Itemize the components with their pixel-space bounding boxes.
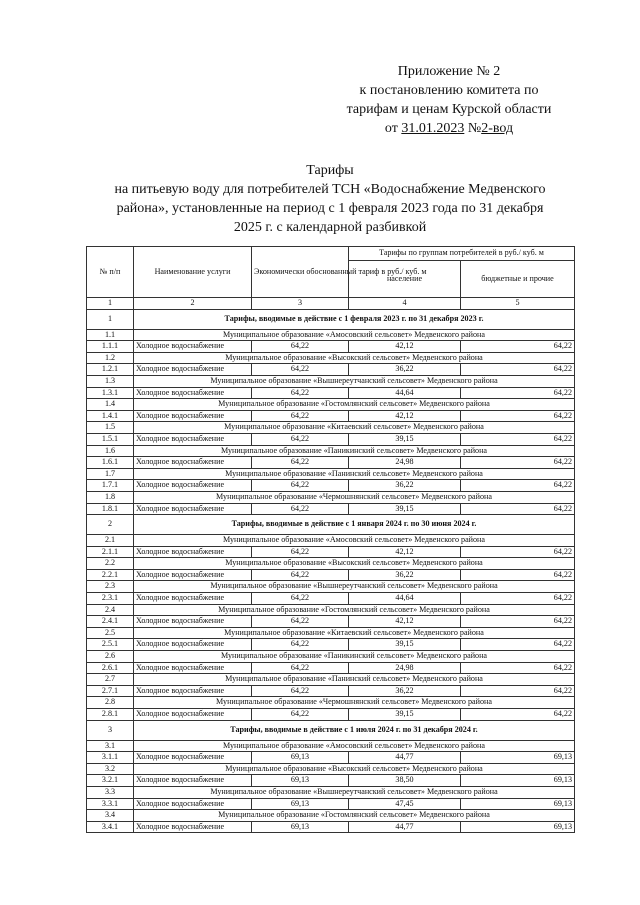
municipality-number: 2.4 — [87, 604, 134, 616]
municipality-name: Муниципальное образование «Гостомлянский сельсовет» Медвенского района — [134, 604, 575, 616]
service-row — [87, 410, 575, 422]
service-row — [87, 821, 575, 833]
municipality-row — [87, 581, 575, 593]
municipality-name: Муниципальное образование «Вышнереутчанский сельсовет» Медвенского района — [134, 375, 575, 387]
service-name: Холодное водоснабжение — [134, 662, 252, 674]
population-tariff: 24,98 — [349, 662, 461, 674]
budget-tariff: 64,22 — [461, 457, 575, 469]
municipality-row — [87, 763, 575, 775]
appendix-header — [334, 62, 564, 138]
service-row — [87, 662, 575, 674]
service-number: 1.3.1 — [87, 387, 134, 399]
service-name: Холодное водоснабжение — [134, 457, 252, 469]
table-header-row — [87, 247, 575, 261]
period-number: 1 — [87, 309, 134, 329]
economic-tariff: 64,22 — [252, 503, 349, 515]
municipality-name: Муниципальное образование «Панинский сельсовет» Медвенского района — [134, 468, 575, 480]
service-number: 2.5.1 — [87, 639, 134, 651]
service-name: Холодное водоснабжение — [134, 821, 252, 833]
service-number: 2.4.1 — [87, 616, 134, 628]
economic-tariff: 64,22 — [252, 433, 349, 445]
column-index: 5 — [461, 298, 575, 310]
service-name: Холодное водоснабжение — [134, 410, 252, 422]
service-number: 2.2.1 — [87, 569, 134, 581]
budget-tariff: 64,22 — [461, 593, 575, 605]
population-tariff: 44,77 — [349, 752, 461, 764]
budget-tariff: 64,22 — [461, 685, 575, 697]
municipality-name: Муниципальное образование «Китаевский сельсовет» Медвенского района — [134, 422, 575, 434]
budget-tariff: 64,22 — [461, 387, 575, 399]
period-number: 2 — [87, 515, 134, 535]
population-tariff: 44,77 — [349, 821, 461, 833]
service-number: 1.6.1 — [87, 457, 134, 469]
economic-tariff: 64,22 — [252, 341, 349, 353]
economic-tariff: 64,22 — [252, 593, 349, 605]
appendix-number: Приложение № 2 — [397, 64, 501, 79]
service-name: Холодное водоснабжение — [134, 341, 252, 353]
service-name: Холодное водоснабжение — [134, 639, 252, 651]
population-tariff: 44,64 — [349, 593, 461, 605]
appendix-line-2: к постановлению комитета по — [359, 83, 539, 98]
municipality-row — [87, 697, 575, 709]
economic-tariff: 64,22 — [252, 569, 349, 581]
budget-tariff: 64,22 — [461, 503, 575, 515]
municipality-row — [87, 740, 575, 752]
municipality-name: Муниципальное образование «Паникинский сельсовет» Медвенского района — [134, 445, 575, 457]
economic-tariff: 69,13 — [252, 775, 349, 787]
municipality-name: Муниципальное образование «Китаевский сельсовет» Медвенского района — [134, 627, 575, 639]
budget-tariff: 64,22 — [461, 341, 575, 353]
municipality-number: 1.2 — [87, 352, 134, 364]
header-consumer-groups: Тарифы по группам потребителей в руб./ куб. м — [349, 247, 575, 261]
period-row — [87, 515, 575, 535]
population-tariff: 36,22 — [349, 569, 461, 581]
service-row — [87, 364, 575, 376]
economic-tariff: 64,22 — [252, 364, 349, 376]
population-tariff: 44,64 — [349, 387, 461, 399]
service-name: Холодное водоснабжение — [134, 593, 252, 605]
service-number: 2.3.1 — [87, 593, 134, 605]
service-name: Холодное водоснабжение — [134, 798, 252, 810]
municipality-row — [87, 535, 575, 547]
economic-tariff: 69,13 — [252, 821, 349, 833]
municipality-number: 3.1 — [87, 740, 134, 752]
service-number: 2.7.1 — [87, 685, 134, 697]
municipality-name: Муниципальное образование «Высокский сельсовет» Медвенского района — [134, 763, 575, 775]
municipality-row — [87, 445, 575, 457]
period-title: Тарифы, вводимые в действие с 1 июля 2024 г. по 31 декабря 2024 г. — [134, 720, 575, 740]
header-service: Наименование услуги — [134, 247, 252, 298]
municipality-name: Муниципальное образование «Панинский сельсовет» Медвенского района — [134, 674, 575, 686]
municipality-row — [87, 786, 575, 798]
economic-tariff: 69,13 — [252, 798, 349, 810]
period-row — [87, 309, 575, 329]
service-row — [87, 569, 575, 581]
service-row — [87, 546, 575, 558]
municipality-name: Муниципальное образование «Гостомлянский сельсовет» Медвенского района — [134, 810, 575, 822]
economic-tariff: 64,22 — [252, 387, 349, 399]
population-tariff: 24,98 — [349, 457, 461, 469]
population-tariff: 42,12 — [349, 616, 461, 628]
municipality-number: 1.8 — [87, 491, 134, 503]
service-name: Холодное водоснабжение — [134, 387, 252, 399]
population-tariff: 39,15 — [349, 433, 461, 445]
municipality-name: Муниципальное образование «Высокский сельсовет» Медвенского района — [134, 558, 575, 570]
population-tariff: 42,12 — [349, 410, 461, 422]
service-name: Холодное водоснабжение — [134, 546, 252, 558]
economic-tariff: 64,22 — [252, 546, 349, 558]
number-sign: № — [467, 121, 482, 136]
municipality-row — [87, 627, 575, 639]
municipality-number: 1.5 — [87, 422, 134, 434]
service-number: 2.6.1 — [87, 662, 134, 674]
service-row — [87, 709, 575, 721]
service-row — [87, 341, 575, 353]
service-name: Холодное водоснабжение — [134, 685, 252, 697]
budget-tariff: 64,22 — [461, 709, 575, 721]
budget-tariff: 64,22 — [461, 616, 575, 628]
tariff-table-body — [87, 247, 575, 833]
service-row — [87, 593, 575, 605]
municipality-number: 1.3 — [87, 375, 134, 387]
period-row — [87, 720, 575, 740]
period-title: Тарифы, вводимые в действие с 1 января 2024 г. по 30 июня 2024 г. — [134, 515, 575, 535]
service-number: 1.7.1 — [87, 480, 134, 492]
service-number: 1.4.1 — [87, 410, 134, 422]
budget-tariff: 64,22 — [461, 410, 575, 422]
municipality-name: Муниципальное образование «Чермошнянский сельсовет» Медвенского района — [134, 491, 575, 503]
municipality-number: 1.6 — [87, 445, 134, 457]
municipality-name: Муниципальное образование «Амосовский сельсовет» Медвенского района — [134, 740, 575, 752]
service-number: 2.1.1 — [87, 546, 134, 558]
municipality-row — [87, 674, 575, 686]
service-number: 3.3.1 — [87, 798, 134, 810]
municipality-number: 2.7 — [87, 674, 134, 686]
budget-tariff: 69,13 — [461, 752, 575, 764]
appendix-line-3: тарифам и ценам Курской области — [346, 102, 552, 117]
economic-tariff: 69,13 — [252, 752, 349, 764]
column-index: 4 — [349, 298, 461, 310]
municipality-row — [87, 329, 575, 341]
population-tariff: 42,12 — [349, 546, 461, 558]
municipality-number: 2.2 — [87, 558, 134, 570]
budget-tariff: 69,13 — [461, 775, 575, 787]
budget-tariff: 69,13 — [461, 798, 575, 810]
municipality-number: 2.6 — [87, 651, 134, 663]
resolution-number: 2-вод — [481, 121, 514, 136]
municipality-number: 2.5 — [87, 627, 134, 639]
title-line-1: Тарифы — [306, 163, 354, 178]
service-name: Холодное водоснабжение — [134, 752, 252, 764]
title-line-4: 2025 г. с календарной разбивкой — [233, 220, 427, 235]
municipality-number: 1.4 — [87, 399, 134, 411]
header-tariff: Экономически обоснованный тариф в руб./ куб. м — [252, 247, 349, 298]
economic-tariff: 64,22 — [252, 639, 349, 651]
population-tariff: 39,15 — [349, 709, 461, 721]
period-title: Тарифы, вводимые в действие с 1 февраля 2023 г. по 31 декабря 2023 г. — [134, 309, 575, 329]
service-row — [87, 685, 575, 697]
service-name: Холодное водоснабжение — [134, 433, 252, 445]
municipality-number: 2.8 — [87, 697, 134, 709]
date-prefix: от — [384, 121, 398, 136]
service-number: 1.8.1 — [87, 503, 134, 515]
budget-tariff: 64,22 — [461, 569, 575, 581]
municipality-row — [87, 604, 575, 616]
population-tariff: 36,22 — [349, 685, 461, 697]
municipality-name: Муниципальное образование «Паникинский сельсовет» Медвенского района — [134, 651, 575, 663]
header-population: население — [349, 261, 461, 298]
tariff-table — [86, 246, 575, 833]
economic-tariff: 64,22 — [252, 410, 349, 422]
municipality-name: Муниципальное образование «Вышнереутчанский сельсовет» Медвенского района — [134, 581, 575, 593]
title-line-2: на питьевую воду для потребителей ТСН «Водоснабжение Медвенского — [114, 182, 546, 197]
title-line-3: района», установленные на период с 1 февраля 2023 года по 31 декабря — [116, 201, 544, 216]
period-number: 3 — [87, 720, 134, 740]
service-number: 1.2.1 — [87, 364, 134, 376]
column-index: 3 — [252, 298, 349, 310]
document-title — [90, 161, 570, 237]
service-row — [87, 457, 575, 469]
municipality-name: Муниципальное образование «Амосовский сельсовет» Медвенского района — [134, 535, 575, 547]
service-row — [87, 616, 575, 628]
budget-tariff: 64,22 — [461, 433, 575, 445]
service-row — [87, 639, 575, 651]
service-row — [87, 433, 575, 445]
service-name: Холодное водоснабжение — [134, 709, 252, 721]
municipality-number: 1.1 — [87, 329, 134, 341]
service-name: Холодное водоснабжение — [134, 503, 252, 515]
service-name: Холодное водоснабжение — [134, 775, 252, 787]
population-tariff: 36,22 — [349, 364, 461, 376]
municipality-name: Муниципальное образование «Гостомлянский сельсовет» Медвенского района — [134, 399, 575, 411]
budget-tariff: 64,22 — [461, 480, 575, 492]
municipality-row — [87, 491, 575, 503]
municipality-row — [87, 810, 575, 822]
column-index-row — [87, 298, 575, 310]
service-name: Холодное водоснабжение — [134, 569, 252, 581]
municipality-name: Муниципальное образование «Вышнереутчанский сельсовет» Медвенского района — [134, 786, 575, 798]
population-tariff: 39,15 — [349, 639, 461, 651]
budget-tariff: 64,22 — [461, 662, 575, 674]
municipality-row — [87, 558, 575, 570]
municipality-number: 2.1 — [87, 535, 134, 547]
service-row — [87, 775, 575, 787]
header-budget: бюджетные и прочие — [461, 261, 575, 298]
municipality-row — [87, 352, 575, 364]
municipality-row — [87, 375, 575, 387]
municipality-number: 1.7 — [87, 468, 134, 480]
population-tariff: 39,15 — [349, 503, 461, 515]
municipality-number: 2.3 — [87, 581, 134, 593]
budget-tariff: 64,22 — [461, 364, 575, 376]
budget-tariff: 64,22 — [461, 639, 575, 651]
service-name: Холодное водоснабжение — [134, 480, 252, 492]
economic-tariff: 64,22 — [252, 457, 349, 469]
economic-tariff: 64,22 — [252, 662, 349, 674]
service-number: 3.4.1 — [87, 821, 134, 833]
service-number: 1.5.1 — [87, 433, 134, 445]
municipality-number: 3.2 — [87, 763, 134, 775]
budget-tariff: 69,13 — [461, 821, 575, 833]
economic-tariff: 64,22 — [252, 616, 349, 628]
service-name: Холодное водоснабжение — [134, 616, 252, 628]
service-row — [87, 387, 575, 399]
column-index: 1 — [87, 298, 134, 310]
municipality-row — [87, 468, 575, 480]
service-number: 3.2.1 — [87, 775, 134, 787]
population-tariff: 38,50 — [349, 775, 461, 787]
municipality-row — [87, 651, 575, 663]
municipality-name: Муниципальное образование «Чермошнянский сельсовет» Медвенского района — [134, 697, 575, 709]
municipality-name: Муниципальное образование «Высокский сельсовет» Медвенского района — [134, 352, 575, 364]
population-tariff: 36,22 — [349, 480, 461, 492]
economic-tariff: 64,22 — [252, 709, 349, 721]
service-row — [87, 798, 575, 810]
service-number: 3.1.1 — [87, 752, 134, 764]
population-tariff: 42,12 — [349, 341, 461, 353]
municipality-name: Муниципальное образование «Амосовский сельсовет» Медвенского района — [134, 329, 575, 341]
resolution-date: 31.01.2023 — [401, 121, 465, 136]
column-index: 2 — [134, 298, 252, 310]
municipality-number: 3.3 — [87, 786, 134, 798]
population-tariff: 47,45 — [349, 798, 461, 810]
municipality-row — [87, 399, 575, 411]
economic-tariff: 64,22 — [252, 685, 349, 697]
service-row — [87, 480, 575, 492]
service-row — [87, 503, 575, 515]
appendix-date-line — [334, 119, 564, 138]
service-number: 2.8.1 — [87, 709, 134, 721]
budget-tariff: 64,22 — [461, 546, 575, 558]
service-row — [87, 752, 575, 764]
service-number: 1.1.1 — [87, 341, 134, 353]
municipality-number: 3.4 — [87, 810, 134, 822]
service-name: Холодное водоснабжение — [134, 364, 252, 376]
economic-tariff: 64,22 — [252, 480, 349, 492]
municipality-row — [87, 422, 575, 434]
header-num: № п/п — [87, 247, 134, 298]
